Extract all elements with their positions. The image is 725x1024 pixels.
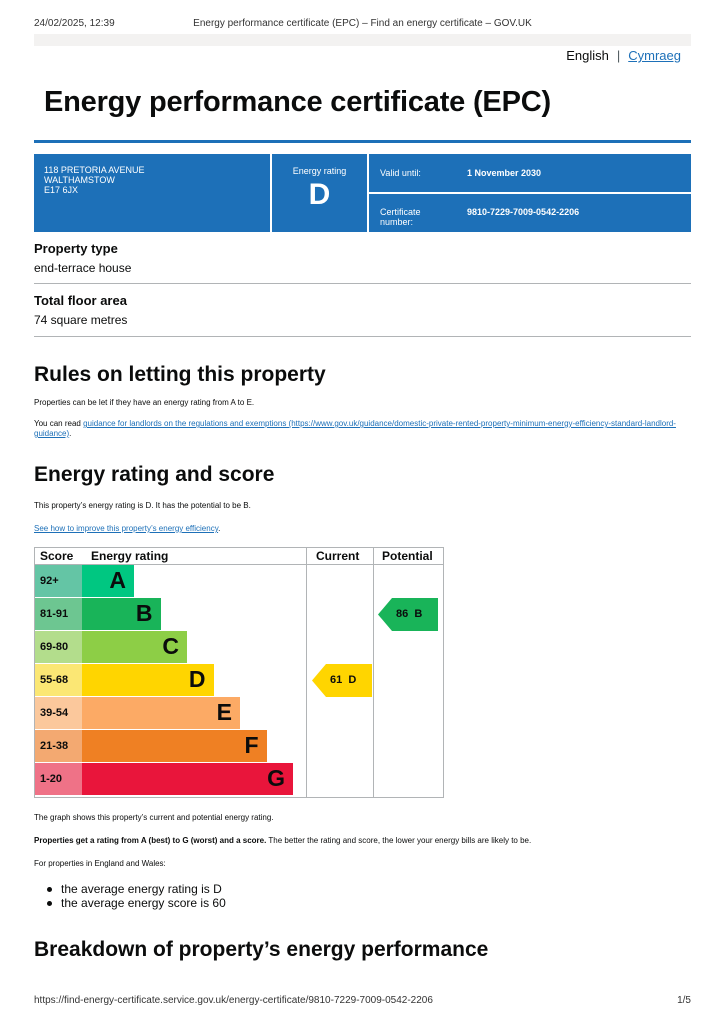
print-url: https://find-energy-certificate.service.gov.uk/energy-certificate/9810-7229-7009-0542-2206 xyxy=(34,995,433,1006)
band-letter: A xyxy=(109,567,126,593)
breakdown-heading: Breakdown of property’s energy performance xyxy=(34,938,489,961)
certificate-number-value: 9810-7229-7009-0542-2206 xyxy=(467,207,580,217)
property-type xyxy=(34,241,691,275)
band-bar xyxy=(82,664,214,696)
list-item: the average energy score is 60 xyxy=(47,896,226,910)
summary-divider xyxy=(34,283,691,284)
letting-heading: Rules on letting this property xyxy=(34,363,326,386)
band-bar xyxy=(82,598,161,630)
band-letter: E xyxy=(216,699,232,725)
chart-header-divider xyxy=(374,564,444,565)
letting-para: Properties can be let if they have an energy rating from A to E. xyxy=(34,398,255,407)
current-rating-arrow xyxy=(312,664,372,697)
property-type-value: end-terrace house xyxy=(34,261,132,275)
band-bar xyxy=(82,730,267,762)
print-header xyxy=(34,18,691,32)
property-address xyxy=(34,154,270,232)
band-bar xyxy=(82,565,134,597)
energy-rating-chart xyxy=(34,547,444,798)
energy-rating-value: D xyxy=(308,178,331,211)
print-datetime: 24/02/2025, 12:39 xyxy=(34,18,115,29)
summary-divider xyxy=(34,336,691,337)
page-title: Energy performance certificate (EPC) xyxy=(44,86,551,118)
header-score: Score xyxy=(40,549,74,563)
band-bar xyxy=(82,697,240,729)
chart-divider xyxy=(373,548,374,797)
band-score-range: 39-54 xyxy=(35,697,82,729)
band-letter: B xyxy=(135,600,153,626)
valid-until-label: Valid until: xyxy=(380,168,421,178)
band-bar xyxy=(82,631,187,663)
rating-para: This property’s energy rating is D. It has the potential to be B. xyxy=(34,501,251,510)
band-letter: G xyxy=(267,765,285,791)
energy-rating-box xyxy=(272,154,367,232)
guidance-prefix: You can read xyxy=(34,419,84,428)
band-bar xyxy=(82,763,293,795)
chart-header-divider xyxy=(307,564,373,565)
print-page-number: 1/5 xyxy=(677,995,691,1006)
certificate-number-label: Certificate number: xyxy=(380,207,421,227)
letting-guidance-para xyxy=(34,419,684,439)
band-letter: C xyxy=(162,633,179,659)
improve-line xyxy=(34,524,684,534)
address-line-1: 118 PRETORIA AVENUE xyxy=(44,165,145,175)
landlord-guidance-link[interactable]: guidance for landlords on the regulations and exemptions (https://www.gov.uk/guidance/domestic-private-rented-property-minimum-energy-efficiency-standard-landlord-guidance) xyxy=(34,419,676,438)
improve-suffix: . xyxy=(218,524,221,533)
improve-efficiency-link[interactable]: See how to improve this property’s energy efficiency xyxy=(34,524,219,533)
header-potential: Potential xyxy=(382,549,433,563)
band-score-range: 81-91 xyxy=(35,598,82,630)
print-page-title: Energy performance certificate (EPC) – Find an energy certificate – GOV.UK xyxy=(193,18,532,29)
band-score-range: 21-38 xyxy=(35,730,82,762)
averages-list xyxy=(47,882,226,910)
valid-until-value: 1 November 2030 xyxy=(467,168,542,178)
address-line-2: WALTHAMSTOW xyxy=(44,175,115,185)
language-current: English xyxy=(566,48,609,63)
header-current: Current xyxy=(316,549,360,563)
address-line-3: E17 6JX xyxy=(44,185,79,195)
rating-explanation xyxy=(34,836,684,846)
band-letter: D xyxy=(188,666,206,692)
property-type-label: Property type xyxy=(34,241,118,256)
band-score-range: 92+ xyxy=(35,565,82,597)
energy-rating-label: Energy rating xyxy=(292,166,347,176)
potential-rating-label: 86 B xyxy=(396,608,423,620)
total-floor-area xyxy=(34,293,691,327)
certificate-summary-box xyxy=(34,154,691,232)
language-link-cymraeg[interactable]: Cymraeg xyxy=(628,48,681,63)
title-divider xyxy=(34,140,691,143)
chart-divider xyxy=(306,548,307,797)
header-energy-rating: Energy rating xyxy=(91,549,169,563)
rating-heading: Energy rating and score xyxy=(34,463,275,486)
chart-caption: The graph shows this property’s current and potential energy rating. xyxy=(34,813,274,822)
potential-rating-arrow xyxy=(378,598,438,631)
band-score-range: 1-20 xyxy=(35,763,82,795)
valid-until-row xyxy=(369,154,691,192)
floor-area-label: Total floor area xyxy=(34,293,127,308)
band-score-range: 69-80 xyxy=(35,631,82,663)
print-footer xyxy=(34,995,691,1006)
rating-explanation-bold: Properties get a rating from A (best) to G (worst) and a score. xyxy=(34,836,267,845)
list-item: the average energy rating is D xyxy=(47,882,226,896)
guidance-suffix: . xyxy=(69,429,72,438)
band-letter: F xyxy=(244,732,259,758)
floor-area-value: 74 square metres xyxy=(34,313,128,327)
language-switcher xyxy=(566,48,681,63)
header-bar xyxy=(34,34,691,46)
rating-explanation-rest: The better the rating and score, the lower your energy bills are likely to be. xyxy=(266,836,532,845)
current-rating-label: 61 D xyxy=(330,674,357,686)
certificate-number-row xyxy=(369,194,691,232)
england-wales-line: For properties in England and Wales: xyxy=(34,859,166,868)
band-score-range: 55-68 xyxy=(35,664,82,696)
language-separator: | xyxy=(616,48,621,63)
